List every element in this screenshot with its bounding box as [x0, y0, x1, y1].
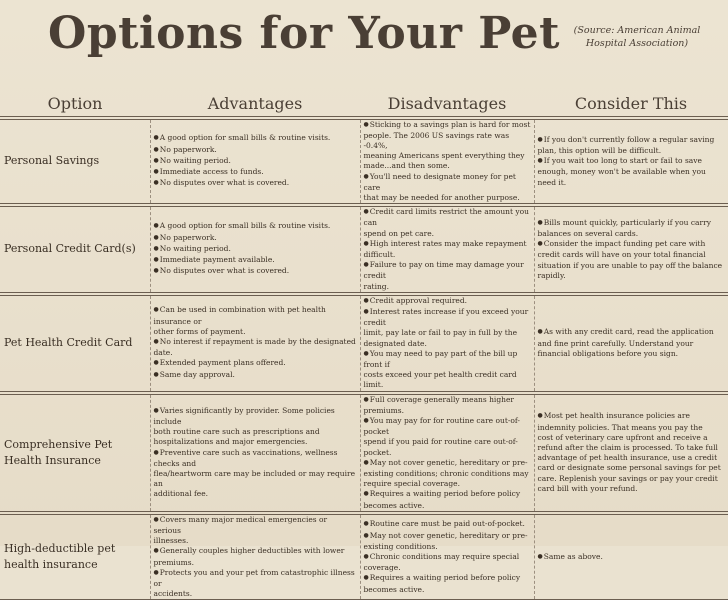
- bullet-item: ● As with any credit card, read the application: [538, 327, 726, 338]
- bullet-item: ● Can be used in combination with pet health insurance or: [154, 305, 357, 326]
- bullet-continuation: meaning Americans spent everything they: [363, 151, 525, 161]
- consider-cell: [534, 514, 728, 600]
- advantages-cell: [150, 207, 360, 293]
- option-label: Personal Savings: [4, 154, 100, 168]
- bullet-item: ● If you wait too long to start or fail to save: [538, 156, 726, 167]
- table-row: [0, 394, 728, 511]
- option-label: High-deductible pet: [4, 542, 116, 556]
- bullet-item: ● Most pet health insurance policies are: [538, 411, 726, 422]
- bullet-continuation: difficult.: [363, 249, 396, 259]
- bullet-item: ● Consider the impact funding pet care with: [538, 239, 726, 250]
- bullet-continuation: made...and then some.: [363, 161, 450, 171]
- bullet-item: ● A good option for small bills & routine visits.: [154, 221, 357, 232]
- bullet-continuation: other forms of payment.: [153, 326, 246, 336]
- bullet-continuation: spend on pet care.: [363, 228, 435, 238]
- table-row: [0, 295, 728, 391]
- bullet-continuation: that may be needed for another purpose.: [363, 192, 520, 202]
- bullet-continuation: balances on several cards.: [537, 229, 639, 239]
- bullet-continuation: both routine care such as prescriptions and: [153, 427, 320, 437]
- bullet-item: ● No disputes over what is covered.: [154, 178, 357, 189]
- bullet-item: ● You'll need to designate money for pet care: [364, 172, 531, 193]
- bullet-continuation: becomes active.: [363, 584, 425, 594]
- disadvantages-cell: [360, 295, 534, 391]
- bullet-continuation: refund after the claim is processed. To take full: [537, 442, 718, 452]
- advantages-cell: [150, 514, 360, 600]
- option-label: Pet Health Credit Card: [4, 336, 133, 350]
- bullet-continuation: costs exceed your pet health credit card limit.: [363, 370, 517, 390]
- option-cell: [0, 207, 150, 293]
- table-row: [0, 514, 728, 600]
- page-title: Options for Your Pet: [48, 8, 560, 59]
- disadvantages-cell: [360, 394, 534, 511]
- bullet-item: ● Sticking to a savings plan is hard for most: [364, 120, 531, 131]
- option-cell: [0, 394, 150, 511]
- bullet-item: ● Varies significantly by provider. Some policies include: [154, 406, 357, 427]
- bullet-item: ● Credit card limits restrict the amount you can: [364, 207, 531, 228]
- disadvantages-cell: [360, 207, 534, 293]
- bullet-continuation: limit, pay late or fail to pay in full by the: [363, 328, 518, 338]
- bullet-continuation: rapidly.: [537, 270, 566, 280]
- option-cell: [0, 514, 150, 600]
- header-option: Option: [0, 92, 150, 116]
- header-disadvantages: Disadvantages: [360, 92, 534, 116]
- disadvantages-cell: [360, 514, 534, 600]
- bullet-continuation: card or designate some personal savings for pet: [537, 463, 721, 473]
- bullet-item: ● Same as above.: [538, 552, 726, 563]
- option-cell: [0, 295, 150, 391]
- bullet-item: ● Immediate payment available.: [154, 255, 357, 266]
- bullet-continuation: existing conditions; chronic conditions may: [363, 469, 529, 478]
- bullet-continuation: credit cards will have on your total financial: [537, 250, 706, 260]
- bullet-item: ● Preventive care such as vaccinations, wellness checks and: [154, 448, 357, 469]
- bullet-item: ● Extended payment plans offered.: [154, 358, 357, 369]
- bullet-continuation: indemnity policies. That means you pay the: [537, 422, 703, 432]
- bullet-item: ● Credit approval required.: [364, 296, 531, 307]
- bullet-continuation: illnesses.: [153, 536, 189, 546]
- bullet-item: ● Immediate access to funds.: [154, 167, 357, 178]
- header-row: [0, 92, 728, 116]
- bullet-item: ● No paperwork.: [154, 145, 357, 156]
- table-body: [0, 116, 728, 600]
- consider-cell: [534, 394, 728, 511]
- bullet-continuation: situation if you are unable to pay off the balance: [537, 260, 723, 270]
- bullet-continuation: plan, this option will be difficult.: [537, 146, 662, 155]
- bullet-item: ● If you don't currently follow a regular saving: [538, 135, 726, 146]
- disadvantages-cell: [360, 119, 534, 204]
- bullet-item: ● Protects you and your pet from catastrophic illness or: [154, 568, 357, 589]
- bullet-continuation: premiums.: [363, 405, 405, 415]
- option-label: Personal Credit Card(s): [4, 242, 136, 256]
- bullet-item: ● May not cover genetic, hereditary or pre-: [364, 531, 531, 542]
- advantages-cell: [150, 119, 360, 204]
- bullet-continuation: flea/heartworm care may be included or may require an: [153, 469, 356, 489]
- bullet-continuation: cost of veterinary care upfront and receive a: [537, 432, 708, 442]
- bullet-item: ● Generally couples higher deductibles with lower: [154, 546, 357, 557]
- bullet-item: ● You may pay for for routine care out-of-pocket: [364, 416, 531, 437]
- table-row: [0, 119, 728, 204]
- header-advantages: Advantages: [150, 92, 360, 116]
- bullet-item: ● No disputes over what is covered.: [154, 266, 357, 277]
- bullet-continuation: require special coverage.: [363, 479, 460, 489]
- table-row: [0, 207, 728, 293]
- bullet-continuation: people. The 2006 US savings rate was -0.4%,: [363, 130, 510, 150]
- option-label: Health Insurance: [4, 453, 101, 467]
- bullet-continuation: accidents.: [153, 589, 193, 599]
- bullet-item: ● Full coverage generally means higher: [364, 395, 531, 406]
- bullet-item: ● A good option for small bills & routine visits.: [154, 133, 357, 144]
- source-note: (Source: American Animal Hospital Association): [573, 25, 701, 49]
- bullet-item: ● No paperwork.: [154, 233, 357, 244]
- bullet-item: ● High interest rates may make repayment: [364, 239, 531, 250]
- bullet-item: ● Requires a waiting period before policy: [364, 489, 531, 500]
- bullet-continuation: and fine print carefully. Understand your: [537, 338, 694, 348]
- advantages-cell: [150, 394, 360, 511]
- option-label: health insurance: [4, 558, 98, 572]
- consider-cell: [534, 119, 728, 204]
- bullet-continuation: spend if you paid for routine care out-of-pocket.: [363, 437, 518, 457]
- option-cell: [0, 119, 150, 204]
- bullet-item: ● Failure to pay on time may damage your credit: [364, 260, 531, 281]
- header-consider: Consider This: [534, 92, 728, 116]
- bullet-continuation: financial obligations before you sign.: [537, 348, 679, 358]
- bullet-item: ● Requires a waiting period before policy: [364, 573, 531, 584]
- bullet-continuation: designated date.: [363, 338, 427, 348]
- bullet-item: ● No interest if repayment is made by the designated date.: [154, 337, 357, 358]
- bullet-continuation: enough, money won't be available when you: [537, 167, 706, 177]
- bullet-continuation: rating.: [363, 281, 389, 291]
- bullet-item: ● Same day approval.: [154, 370, 357, 381]
- option-label: Comprehensive Pet: [4, 437, 113, 451]
- bullet-item: ● Routine care must be paid out-of-pocket.: [364, 519, 531, 530]
- bullet-continuation: premiums.: [153, 557, 195, 567]
- bullet-continuation: hospitalizations and major emergencies.: [153, 437, 308, 447]
- bullet-item: ● No waiting period.: [154, 156, 357, 167]
- bullet-continuation: need it.: [537, 177, 567, 187]
- bullet-continuation: becomes active.: [363, 500, 425, 510]
- bullet-continuation: care. Replenish your savings or pay your credit: [537, 473, 718, 483]
- bullet-continuation: existing conditions.: [363, 541, 438, 551]
- bullet-item: ● May not cover genetic, hereditary or pre-: [364, 458, 531, 469]
- bullet-item: ● Interest rates increase if you exceed your credit: [364, 307, 531, 328]
- bullet-item: ● Bills mount quickly, particularly if you carry: [538, 218, 726, 229]
- advantages-cell: [150, 295, 360, 391]
- consider-cell: [534, 207, 728, 293]
- bullet-item: ● Chronic conditions may require special: [364, 552, 531, 563]
- options-table: [0, 92, 728, 600]
- bullet-item: ● No waiting period.: [154, 244, 357, 255]
- consider-cell: [534, 295, 728, 391]
- bullet-continuation: additional fee.: [153, 489, 209, 499]
- bullet-continuation: advantage of pet health insurance, use a credit: [537, 453, 718, 463]
- bullet-item: ● You may need to pay part of the bill up front if: [364, 349, 531, 370]
- bullet-item: ● Covers many major medical emergencies or serious: [154, 515, 357, 536]
- bullet-continuation: coverage.: [363, 563, 401, 573]
- bullet-continuation: card bill with your refund.: [537, 483, 638, 493]
